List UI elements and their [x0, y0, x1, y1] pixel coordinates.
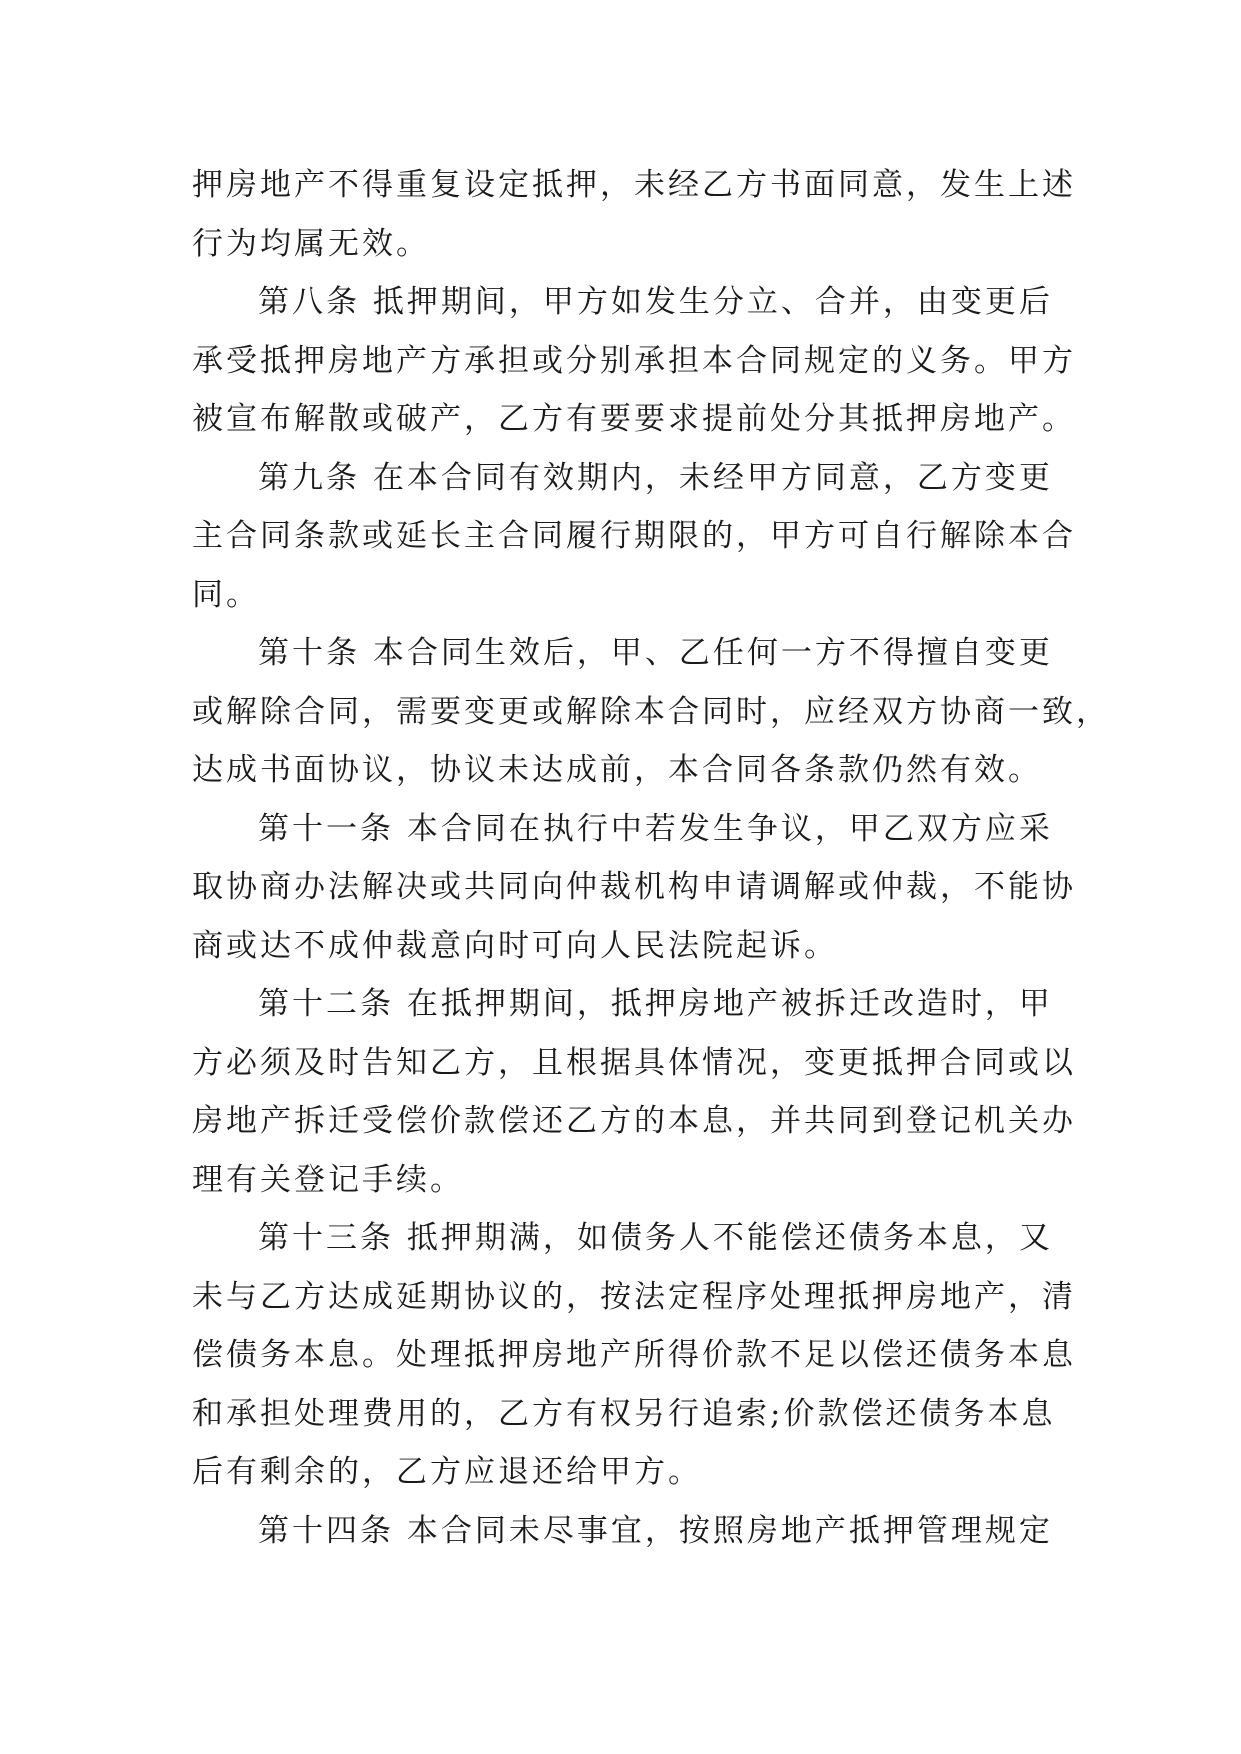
text-line: 商或达不成仲裁意向时可向人民法院起诉。 [192, 927, 838, 964]
text-line: 达成书面协议，协议未达成前，本合同各条款仍然有效。 [192, 752, 1042, 788]
clause-first-line: 第十四条 本合同未尽事宜，按照房地产抵押管理规定 [258, 1512, 1053, 1549]
text-line: 房地产拆迁受偿价款偿还乙方的本息，并共同到登记机关办 [192, 1103, 1076, 1139]
clause-first-line: 第十条 本合同生效后，甲、乙任何一方不得擅自变更 [258, 635, 1053, 671]
text-line: 主合同条款或延长主合同履行期限的，甲方可自行解除本合 [192, 518, 1076, 554]
clause-first-line: 第十二条 在抵押期间，抵押房地产被拆迁改造时，甲 [258, 986, 1053, 1022]
text-line: 未与乙方达成延期协议的，按法定程序处理抵押房地产，清 [192, 1278, 1076, 1315]
text-line: 行为均属无效。 [192, 225, 430, 262]
text-line: 理有关登记手续。 [192, 1161, 464, 1198]
text-line: 方必须及时告知乙方，且根据具体情况，变更抵押合同或以 [192, 1044, 1076, 1081]
clause-first-line: 第八条 抵押期间，甲方如发生分立、合并，由变更后 [258, 284, 1053, 320]
clause-first-line: 第九条 在本合同有效期内，未经甲方同意，乙方变更 [258, 459, 1053, 496]
clause-first-line: 第十一条 本合同在执行中若发生争议，甲乙双方应采 [258, 810, 1053, 847]
text-line: 偿债务本息。处理抵押房地产所得价款不足以偿还债务本息 [192, 1337, 1076, 1373]
text-line: 同。 [192, 576, 260, 613]
text-line: 押房地产不得重复设定抵押，未经乙方书面同意，发生上述 [192, 167, 1076, 203]
text-line: 取协商办法解决或共同向仲裁机构申请调解或仲裁，不能协 [192, 869, 1076, 905]
text-line: 或解除合同，需要变更或解除本合同时，应经双方协商一致， [192, 693, 1110, 730]
text-line: 和承担处理费用的，乙方有权另行追索;价款偿还债务本息 [192, 1395, 1056, 1432]
text-line: 被宣布解散或破产，乙方有要要求提前处分其抵押房地产。 [192, 401, 1076, 437]
clause-first-line: 第十三条 抵押期满，如债务人不能偿还债务本息，又 [258, 1220, 1053, 1256]
text-line: 承受抵押房地产方承担或分别承担本合同规定的义务。甲方 [192, 342, 1076, 379]
contract-text-body [192, 156, 1110, 1560]
text-line: 后有剩余的，乙方应退还给甲方。 [192, 1454, 702, 1490]
